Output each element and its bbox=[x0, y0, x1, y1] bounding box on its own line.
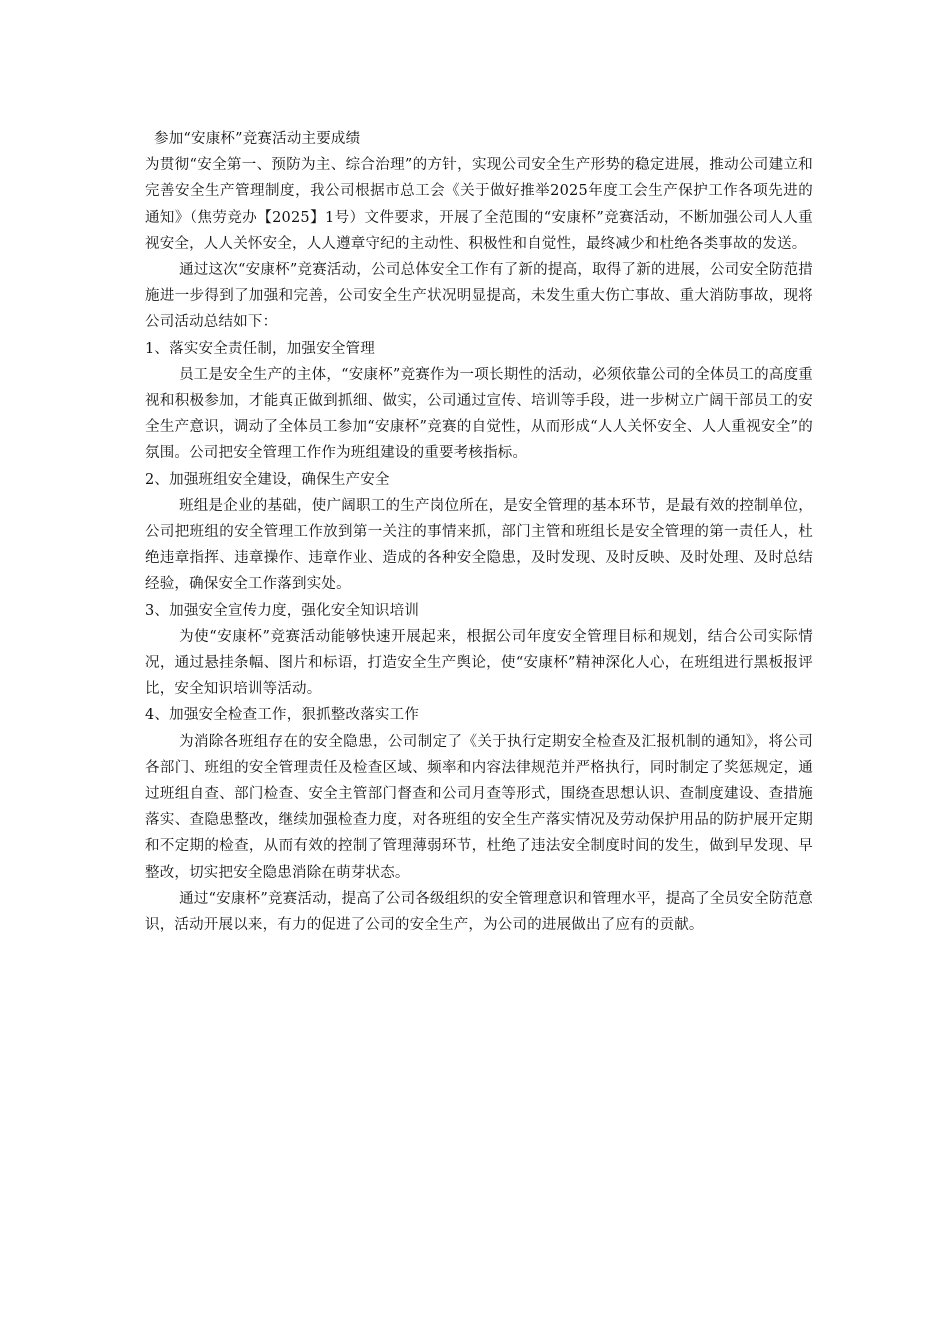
summary-paragraph: 通过这次“安康杯”竞赛活动，公司总体安全工作有了新的提高，取得了新的进展，公司安全防范措施进一步得到了加强和完善，公司安全生产状况明显提高，未发生重大伤亡事故、重大消防事故，现将公司活动总结如下： bbox=[145, 262, 813, 331]
document-body bbox=[145, 126, 813, 938]
section-body: 为使“安康杯”竞赛活动能够快速开展起来，根据公司年度安全管理目标和规划，结合公司实际情况，通过悬挂条幅、图片和标语，打造安全生产舆论，使“安康杯”精神深化人心，在班组进行黑板报评比，安全知识培训等活动。 bbox=[145, 628, 813, 698]
section-body: 为消除各班组存在的安全隐患，公司制定了《关于执行定期安全检查及汇报机制的通知》，将公司各部门、班组的安全管理责任及检查区域、频率和内容法律规范并严格执行，同时制定了奖惩规定，通过班组自查、部门检查、安全主管部门督查和公司月查等形式，围绕查思想认识、查制度建设、查措施落实、查隐患整改，继续加强检查力度，对各班组的安全生产落实情况及劳动保护用品的防护展开定期和不定期的检查，从而有效的控制了管理薄弱环节，杜绝了违法安全制度时间的发生，做到早发现、早整改，切实把安全隐患消除在萌芽状态。 bbox=[145, 733, 813, 881]
document-title: 参加“安康杯”竞赛活动主要成绩 bbox=[154, 131, 361, 147]
intro-paragraph: 为贯彻“安全第一、预防为主、综合治理”的方针，实现公司安全生产形势的稳定进展，推动公司建立和完善安全生产管理制度，我公司根据市总工会《关于做好推举2025年度工会生产保护工作各项先进的通知》（焦劳竞办【2025】1号）文件要求，开展了全范围的“安康杯”竞赛活动，不断加强公司人人重视安全，人人关怀安全，人人遵章守纪的主动性、积极性和自觉性，最终减少和杜绝各类事故的发送。 bbox=[145, 157, 813, 252]
section-body: 员工是安全生产的主体，“安康杯”竞赛作为一项长期性的活动，必须依靠公司的全体员工的高度重视和积极参加，才能真正做到抓细、做实，公司通过宣传、培训等手段，进一步树立广阔干部员工的安全生产意识，调动了全体员工参加“安康杯”竞赛的自觉性，从而形成“人人关怀安全、人人重视安全”的氛围。公司把安全管理工作作为班组建设的重要考核指标。 bbox=[145, 366, 813, 462]
section-heading: 1、落实安全责任制，加强安全管理 bbox=[145, 340, 375, 357]
section-heading: 2、加强班组安全建设，确保生产安全 bbox=[145, 471, 390, 488]
section-heading: 3、加强安全宣传力度，强化安全知识培训 bbox=[145, 602, 420, 619]
section-body: 班组是企业的基础，使广阔职工的生产岗位所在，是安全管理的基本环节，是最有效的控制单位，公司把班组的安全管理工作放到第一关注的事情来抓，部门主管和班组长是安全管理的第一责任人，杜绝违章指挥、违章操作、违章作业、造成的各种安全隐患，及时发现、及时反映、及时处理、及时总结经验，确保安全工作落到实处。 bbox=[145, 497, 813, 593]
conclusion-paragraph: 通过“安康杯”竞赛活动，提高了公司各级组织的安全管理意识和管理水平，提高了全员安全防范意识，活动开展以来，有力的促进了公司的安全生产，为公司的进展做出了应有的贡献。 bbox=[145, 890, 813, 934]
section-heading: 4、加强安全检查工作，狠抓整改落实工作 bbox=[145, 707, 420, 724]
